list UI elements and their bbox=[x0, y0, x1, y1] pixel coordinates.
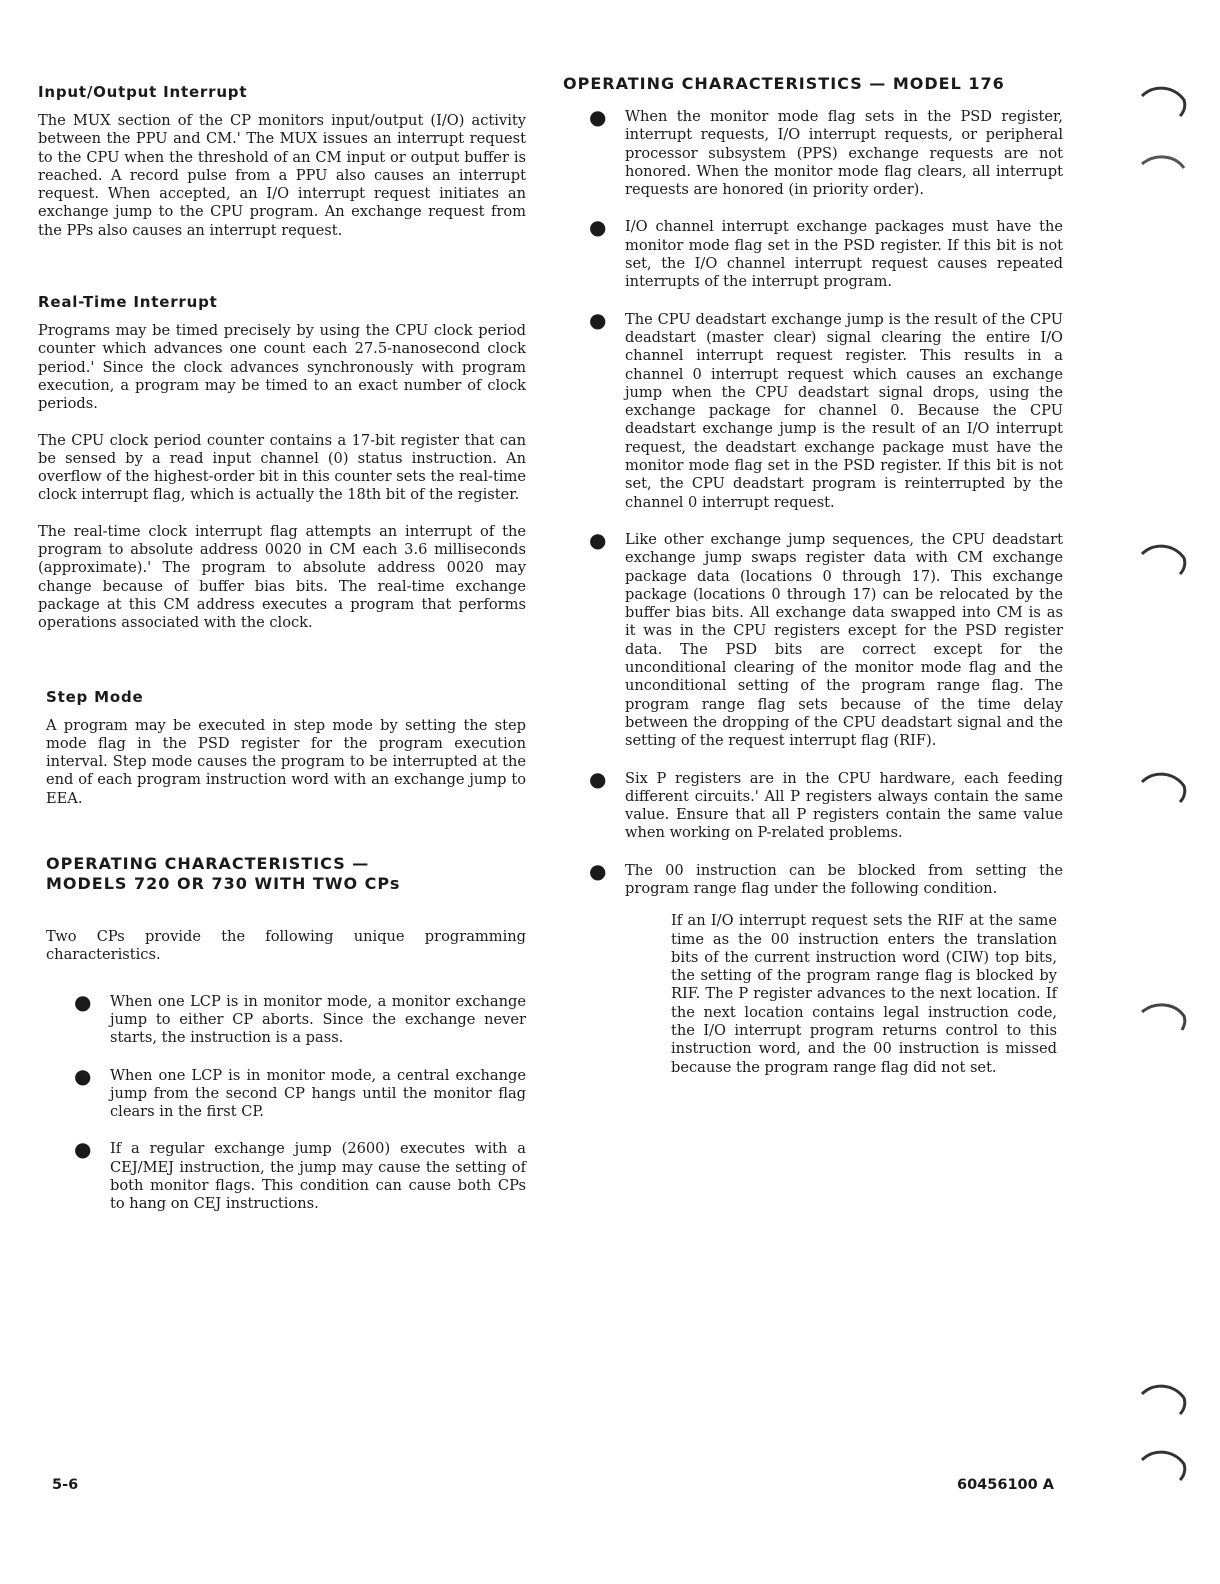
punch-hole-mark-icon bbox=[1140, 768, 1190, 806]
list-item bbox=[589, 527, 1063, 751]
list-item-text: When one LCP is in monitor mode, a monitor exchange jump to either CP aborts. Since the exchange never starts, the instruction is a pass. bbox=[110, 992, 526, 1047]
list-item bbox=[589, 858, 1063, 899]
list-item-text: The 00 instruction can be blocked from setting the program range flag under the following condition. bbox=[625, 861, 1063, 897]
bullet-icon: ● bbox=[589, 527, 607, 552]
heading-line-2: MODELS 720 OR 730 WITH TWO CPs bbox=[46, 874, 401, 894]
page-number: 5-6 bbox=[52, 1477, 79, 1493]
list-item bbox=[74, 1063, 526, 1122]
punch-hole-mark-icon bbox=[1140, 1446, 1190, 1484]
step-mode-heading: Step Mode bbox=[46, 687, 144, 706]
list-item bbox=[74, 989, 526, 1048]
list-item-text: Like other exchange jump sequences, the CPU deadstart exchange jump swaps register data with CM exchange package data (locations 0 through 17). This exchange package (locations 0 through 17) can be relocated by the buffer bias bits. All exchange data swapped into CM is as it was in the CPU registers except for the PSD register data. The PSD bits are correct except for the unconditional clearing of the monitor mode flag and the unconditional setting of the program range flag. The program range flag sets because of the time delay between the dropping of the CPU deadstart signal and the setting of the request interrupt flag (RIF). bbox=[625, 530, 1063, 750]
right-column bbox=[563, 74, 1063, 1077]
list-item-text: When one LCP is in monitor mode, a central exchange jump from the second CP hangs until the monitor flag clears in the first CP. bbox=[110, 1066, 526, 1121]
list-item bbox=[589, 307, 1063, 512]
list-item-text: I/O channel interrupt exchange packages must have the monitor mode flag set in the PSD register. If this bit is not set, the I/O channel interrupt request causes repeated interrupts of the interrupt program. bbox=[625, 218, 1063, 291]
two-cps-bullet-list bbox=[74, 989, 526, 1214]
bullet-icon: ● bbox=[74, 1063, 92, 1088]
bullet-icon: ● bbox=[589, 858, 607, 883]
list-item bbox=[589, 215, 1063, 291]
list-item bbox=[74, 1137, 526, 1213]
bullet-icon: ● bbox=[589, 105, 607, 129]
list-item bbox=[589, 766, 1063, 843]
operating-characteristics-model-176-heading: OPERATING CHARACTERISTICS — MODEL 176 bbox=[563, 74, 1005, 93]
list-item-text: The CPU deadstart exchange jump is the result of the CPU deadstart (master clear) signal clearing the entire I/O channel interrupt request register. This results in a channel 0 interrupt request which causes an exchange jump when the CPU deadstart signal drops, using the exchange package for channel 0. Because the CPU deadstart exchange jump is the result of an I/O interrupt request, the deadstart exchange package must have the monitor mode flag set in the PSD register. If this bit is not set, the CPU deadstart program is reinterrupted by the channel 0 interrupt request. bbox=[625, 310, 1063, 511]
real-time-paragraph-1: Programs may be timed precisely by using the CPU clock period counter which advances one count each 27.5-nanosecond clock period.' Since the clock advances synchronously with program execution, a program may be timed to an exact number of clock periods. bbox=[38, 322, 526, 413]
list-item-text: Six P registers are in the CPU hardware, each feeding different circuits.' All P registers always contain the same value. Ensure that all P registers contain the same value when working on P-related problems. bbox=[625, 769, 1063, 842]
punch-hole-mark-icon bbox=[1140, 150, 1190, 188]
real-time-paragraph-2: The CPU clock period counter contains a 17-bit register that can be sensed by a read input channel (0) status instruction. An overflow of the highest-order bit in this counter sets the real-time clock interrupt flag, which is actually the 18th bit of the register. bbox=[38, 431, 526, 504]
real-time-paragraph-3: The real-time clock interrupt flag attempts an interrupt of the program to absolute address 0020 in CM each 3.6 milliseconds (approximate).' The program to absolute address 0020 may change because of buffer bias bits. The real-time exchange package at this CM address executes a program that performs operations associated with the clock. bbox=[38, 522, 526, 632]
io-interrupt-heading: Input/Output Interrupt bbox=[38, 83, 248, 101]
bullet-icon: ● bbox=[589, 215, 607, 240]
bullet-icon: ● bbox=[589, 766, 607, 791]
left-column bbox=[38, 82, 526, 1233]
heading-line-1: OPERATING CHARACTERISTICS — bbox=[46, 854, 370, 874]
step-mode-paragraph: A program may be executed in step mode by setting the step mode flag in the PSD register for the program execution interval. Step mode causes the program to be interrupted at the end of each program instruction word with an exchange jump to EEA. bbox=[46, 716, 526, 807]
bullet-icon: ● bbox=[74, 989, 92, 1014]
list-item-text: If a regular exchange jump (2600) executes with a CEJ/MEJ instruction, the jump may cause the setting of both monitor flags. This condition can cause both CPs to hang on CEJ instructions. bbox=[110, 1140, 526, 1213]
punch-hole-mark-icon bbox=[1140, 1380, 1190, 1418]
list-item-text: When the monitor mode flag sets in the PSD register, interrupt requests, I/O interrupt requests, or peripheral processor subsystem (PPS) exchange requests are not honored. When the monitor mode flag clears, all interrupt requests are honored (in priority order). bbox=[625, 108, 1063, 199]
list-item bbox=[589, 105, 1063, 199]
bullet-icon: ● bbox=[74, 1137, 92, 1162]
punch-hole-mark-icon bbox=[1140, 998, 1190, 1036]
rif-condition-paragraph: If an I/O interrupt request sets the RIF at the same time as the 00 instruction enters the translation bits of the current instruction word (CIW) top bits, the setting of the program range flag is blocked by RIF. The P register advances to the next location. If the next location contains legal instruction code, the I/O interrupt program returns control to this instruction word, and the 00 instruction is missed because the program range flag did not set. bbox=[671, 912, 1057, 1076]
bullet-icon: ● bbox=[589, 307, 607, 332]
real-time-interrupt-heading: Real-Time Interrupt bbox=[38, 293, 218, 312]
operating-characteristics-two-cps-heading bbox=[38, 854, 526, 894]
punch-hole-mark-icon bbox=[1140, 82, 1190, 120]
model-176-bullet-list bbox=[589, 105, 1063, 898]
two-cps-intro: Two CPs provide the following unique programming characteristics. bbox=[46, 928, 526, 964]
io-interrupt-paragraph: The MUX section of the CP monitors input/output (I/O) activity between the PPU and CM.' The MUX issues an interrupt request to the CPU when the threshold of an CM input or output buffer is reached. A record pulse from a PPU also causes an interrupt request. When accepted, an I/O interrupt request initiates an exchange jump to the CPU program. An exchange request from the PPs also causes an interrupt request. bbox=[38, 112, 526, 239]
document-number: 60456100 A bbox=[957, 1477, 1054, 1493]
punch-hole-mark-icon bbox=[1140, 540, 1190, 578]
